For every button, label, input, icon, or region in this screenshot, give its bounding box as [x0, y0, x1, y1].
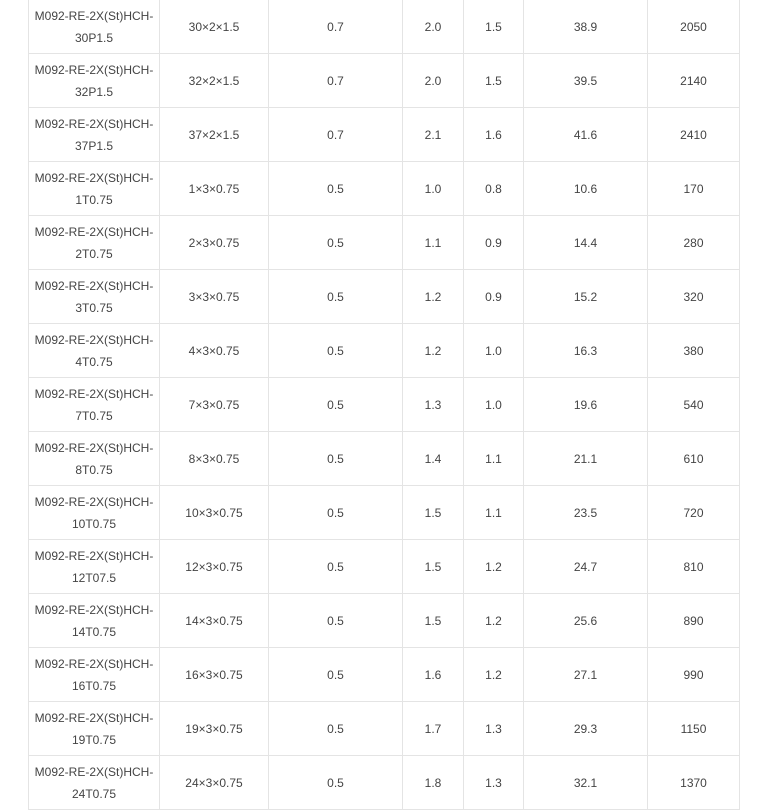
product-name-line-2: 12T07.5: [71, 570, 117, 585]
cell-value-7: 2050: [648, 0, 740, 54]
cell-product-name: [29, 486, 160, 540]
cell-product-name: [29, 432, 160, 486]
cell-value-6: 25.6: [524, 594, 648, 648]
cell-value-5: 1.6: [464, 108, 524, 162]
cell-product-name: [29, 648, 160, 702]
table-row: [29, 324, 740, 378]
cell-value-6: 27.1: [524, 648, 648, 702]
product-name-line-2: 10T0.75: [71, 516, 117, 531]
cell-product-name: [29, 702, 160, 756]
cell-value-6: 19.6: [524, 378, 648, 432]
product-name-line-1: M092-RE-2X(St)HCH-: [34, 602, 154, 617]
cell-conductor-size: 2×3×0.75: [160, 216, 269, 270]
cell-value-4: 1.0: [403, 162, 464, 216]
cell-value-7: 1370: [648, 756, 740, 810]
product-name-line-1: M092-RE-2X(St)HCH-: [34, 170, 154, 185]
table-row: [29, 270, 740, 324]
cell-value-6: 38.9: [524, 0, 648, 54]
cell-value-6: 29.3: [524, 702, 648, 756]
table-row: [29, 378, 740, 432]
cell-value-4: 1.5: [403, 486, 464, 540]
cell-value-4: 1.5: [403, 540, 464, 594]
cell-product-name: [29, 270, 160, 324]
product-name-line-1: M092-RE-2X(St)HCH-: [34, 116, 154, 131]
cell-conductor-size: 24×3×0.75: [160, 756, 269, 810]
cell-product-name: [29, 162, 160, 216]
cell-value-7: 2140: [648, 54, 740, 108]
product-name-line-2: 14T0.75: [71, 624, 117, 639]
cell-value-6: 10.6: [524, 162, 648, 216]
cell-value-4: 1.5: [403, 594, 464, 648]
cell-value-4: 1.7: [403, 702, 464, 756]
cell-value-7: 810: [648, 540, 740, 594]
cell-value-3: 0.5: [269, 702, 403, 756]
cell-value-5: 1.2: [464, 540, 524, 594]
cell-value-3: 0.7: [269, 0, 403, 54]
cell-value-3: 0.5: [269, 594, 403, 648]
product-name-line-1: M092-RE-2X(St)HCH-: [34, 440, 154, 455]
cell-value-5: 0.8: [464, 162, 524, 216]
table-row: [29, 216, 740, 270]
cell-value-3: 0.5: [269, 162, 403, 216]
cell-conductor-size: 4×3×0.75: [160, 324, 269, 378]
table-row: [29, 432, 740, 486]
table-row: [29, 486, 740, 540]
cell-value-7: 990: [648, 648, 740, 702]
cell-value-6: 15.2: [524, 270, 648, 324]
product-name-line-2: 37P1.5: [74, 138, 114, 153]
cell-value-3: 0.7: [269, 108, 403, 162]
product-name-line-1: M092-RE-2X(St)HCH-: [34, 62, 154, 77]
product-name-line-1: M092-RE-2X(St)HCH-: [34, 548, 154, 563]
cell-value-3: 0.5: [269, 324, 403, 378]
product-name-line-1: M092-RE-2X(St)HCH-: [34, 494, 154, 509]
table-row: [29, 594, 740, 648]
cell-value-6: 39.5: [524, 54, 648, 108]
cell-value-7: 2410: [648, 108, 740, 162]
cell-value-7: 890: [648, 594, 740, 648]
product-name-line-2: 3T0.75: [75, 300, 113, 315]
table-row: [29, 756, 740, 810]
cell-conductor-size: 14×3×0.75: [160, 594, 269, 648]
cell-value-5: 1.1: [464, 486, 524, 540]
cell-conductor-size: 32×2×1.5: [160, 54, 269, 108]
cell-value-6: 21.1: [524, 432, 648, 486]
cell-value-4: 1.6: [403, 648, 464, 702]
cell-value-5: 1.2: [464, 648, 524, 702]
cell-value-4: 1.8: [403, 756, 464, 810]
cell-conductor-size: 19×3×0.75: [160, 702, 269, 756]
product-name-line-1: M092-RE-2X(St)HCH-: [34, 332, 154, 347]
cell-value-4: 2.1: [403, 108, 464, 162]
product-name-line-2: 2T0.75: [75, 246, 113, 261]
product-name-line-2: 4T0.75: [75, 354, 113, 369]
cell-value-6: 14.4: [524, 216, 648, 270]
cell-value-4: 1.2: [403, 324, 464, 378]
cell-value-5: 1.1: [464, 432, 524, 486]
cell-value-3: 0.5: [269, 378, 403, 432]
table-row: [29, 648, 740, 702]
cell-product-name: [29, 0, 160, 54]
cell-product-name: [29, 378, 160, 432]
cell-value-5: 1.5: [464, 54, 524, 108]
cell-value-7: 540: [648, 378, 740, 432]
table-row: [29, 540, 740, 594]
cell-value-6: 32.1: [524, 756, 648, 810]
cell-value-7: 170: [648, 162, 740, 216]
product-name-line-1: M092-RE-2X(St)HCH-: [34, 710, 154, 725]
cell-product-name: [29, 54, 160, 108]
cell-value-5: 1.0: [464, 378, 524, 432]
cell-conductor-size: 8×3×0.75: [160, 432, 269, 486]
cell-conductor-size: 7×3×0.75: [160, 378, 269, 432]
cell-value-4: 1.3: [403, 378, 464, 432]
table-row: [29, 0, 740, 54]
cell-value-4: 1.4: [403, 432, 464, 486]
cell-value-6: 24.7: [524, 540, 648, 594]
product-name-line-1: M092-RE-2X(St)HCH-: [34, 386, 154, 401]
cell-value-3: 0.5: [269, 648, 403, 702]
product-name-line-2: 1T0.75: [75, 192, 113, 207]
cell-value-5: 0.9: [464, 216, 524, 270]
cell-value-7: 320: [648, 270, 740, 324]
cell-value-6: 41.6: [524, 108, 648, 162]
cell-value-4: 1.1: [403, 216, 464, 270]
cell-conductor-size: 12×3×0.75: [160, 540, 269, 594]
cell-value-4: 2.0: [403, 0, 464, 54]
cell-value-3: 0.5: [269, 270, 403, 324]
product-name-line-2: 8T0.75: [75, 462, 113, 477]
product-name-line-1: M092-RE-2X(St)HCH-: [34, 764, 154, 779]
cell-value-5: 1.3: [464, 702, 524, 756]
product-name-line-1: M092-RE-2X(St)HCH-: [34, 8, 154, 23]
cell-value-5: 1.5: [464, 0, 524, 54]
cell-value-3: 0.7: [269, 54, 403, 108]
cell-conductor-size: 10×3×0.75: [160, 486, 269, 540]
cell-conductor-size: 30×2×1.5: [160, 0, 269, 54]
table-row: [29, 702, 740, 756]
table-row: [29, 162, 740, 216]
product-name-line-2: 32P1.5: [74, 84, 114, 99]
product-name-line-1: M092-RE-2X(St)HCH-: [34, 656, 154, 671]
cell-value-7: 280: [648, 216, 740, 270]
product-name-line-2: 16T0.75: [71, 678, 117, 693]
cell-conductor-size: 1×3×0.75: [160, 162, 269, 216]
cell-value-5: 1.2: [464, 594, 524, 648]
cell-value-7: 720: [648, 486, 740, 540]
cell-value-3: 0.5: [269, 540, 403, 594]
cell-value-3: 0.5: [269, 486, 403, 540]
cell-conductor-size: 3×3×0.75: [160, 270, 269, 324]
cell-value-7: 610: [648, 432, 740, 486]
table-body: [29, 0, 740, 810]
cell-product-name: [29, 108, 160, 162]
cell-value-4: 1.2: [403, 270, 464, 324]
table-row: [29, 54, 740, 108]
cell-value-5: 1.3: [464, 756, 524, 810]
cable-spec-table: [28, 0, 740, 810]
cell-value-5: 1.0: [464, 324, 524, 378]
product-name-line-2: 30P1.5: [74, 30, 114, 45]
table-row: [29, 108, 740, 162]
cell-value-6: 16.3: [524, 324, 648, 378]
product-name-line-2: 19T0.75: [71, 732, 117, 747]
cell-conductor-size: 37×2×1.5: [160, 108, 269, 162]
cell-value-7: 380: [648, 324, 740, 378]
product-name-line-2: 24T0.75: [71, 786, 117, 801]
cell-product-name: [29, 756, 160, 810]
cell-product-name: [29, 594, 160, 648]
cell-product-name: [29, 540, 160, 594]
cell-product-name: [29, 216, 160, 270]
cell-value-5: 0.9: [464, 270, 524, 324]
product-name-line-2: 7T0.75: [75, 408, 113, 423]
product-name-line-1: M092-RE-2X(St)HCH-: [34, 278, 154, 293]
cell-value-3: 0.5: [269, 432, 403, 486]
cell-value-4: 2.0: [403, 54, 464, 108]
cell-value-7: 1150: [648, 702, 740, 756]
cell-conductor-size: 16×3×0.75: [160, 648, 269, 702]
cell-product-name: [29, 324, 160, 378]
cell-value-3: 0.5: [269, 756, 403, 810]
product-name-line-1: M092-RE-2X(St)HCH-: [34, 224, 154, 239]
cell-value-6: 23.5: [524, 486, 648, 540]
cell-value-3: 0.5: [269, 216, 403, 270]
